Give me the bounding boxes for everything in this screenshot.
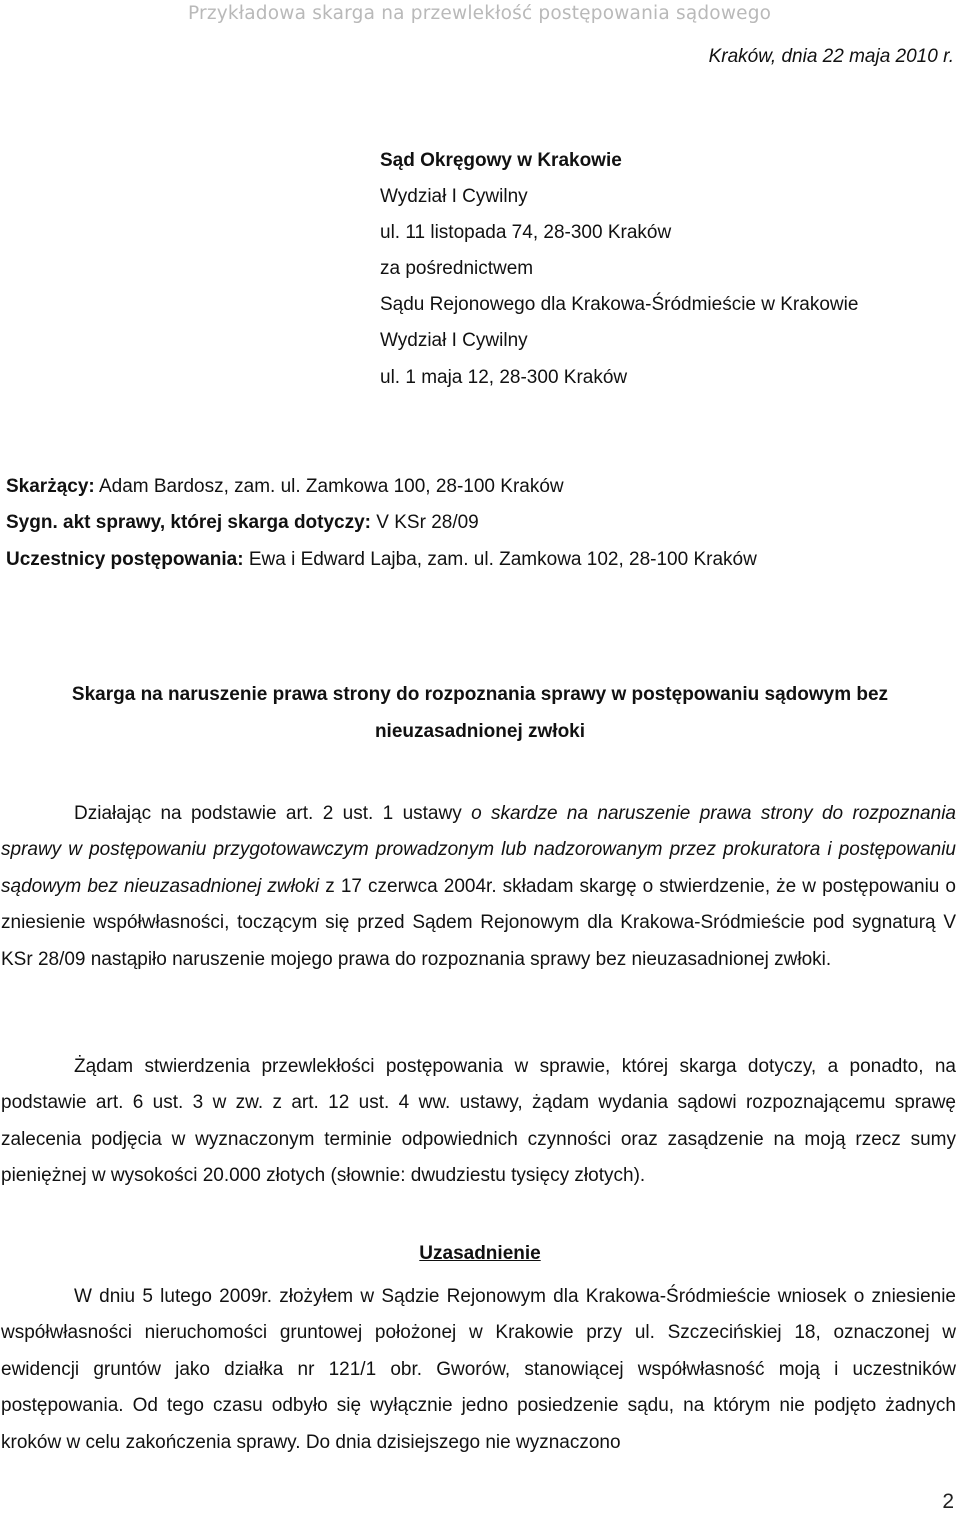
justification-text: W dniu 5 lutego 2009r. złożyłem w Sądzie Rejonowym dla Krakowa-Śródmieście wniosek o zniesienie współwłasności nieruchomości gruntowej położonej w Krakowie przy ul. Szczecińskiej 18, oznaczonej w ewidencji gruntów jako działka nr 121/1 obr. Gworów, stanowiącej współwłasność moją i uczestników postępowania. Od tego czasu odbyło się wyłącznie jedno posiedzenie sądu, na którym nie podjęto żadnych kroków w celu zakończenia sprawy. Do dnia dzisiejszego nie wyznaczono: [1, 1286, 956, 1453]
document-title-line-1: Skarga na naruszenie prawa strony do rozpoznania sprawy w postępowaniu sądowym bez: [71, 684, 889, 705]
address-line: ul. 11 listopada 74, 28-300 Kraków: [380, 222, 672, 244]
participants-line: [6, 542, 757, 578]
case-number-value: V KSr 28/09: [371, 512, 479, 534]
plaintiff-label: Skarżący:: [6, 476, 95, 497]
paragraph-demands: [1, 1049, 956, 1195]
page-header-title: Przykładowa skarga na przewlekłość postępowania sądowego: [188, 3, 772, 24]
court-name: Sąd Okręgowy w Krakowie: [380, 150, 622, 171]
address-line: Sądu Rejonowego dla Krakowa-Śródmieście w Krakowie: [380, 294, 859, 316]
addressee-block: [380, 143, 858, 396]
address-line: za pośrednictwem: [380, 258, 534, 280]
address-line: Wydział I Cywilny: [380, 186, 528, 208]
paragraph-rest: z 17 czerwca 2004r. składam skargę o stwierdzenie, że w postępowaniu o zniesienie współwłasności, toczącym się przed Sądem Rejonowym dla Krakowa-Sródmieście pod sygnaturą V KSr 28/09 nastąpiło naruszenie mojego prawa do rozpoznania sprawy bez nieuzasadnionej zwłoki.: [1, 875, 956, 970]
case-number-label: Sygn. akt sprawy, której skarga dotyczy:: [6, 512, 372, 534]
case-number-line: [6, 505, 757, 541]
justification-heading: Uzasadnienie: [419, 1243, 541, 1264]
document-title: [0, 676, 960, 750]
plaintiff-line: [6, 469, 757, 505]
paragraph-complaint-basis: [1, 796, 956, 978]
document-title-line-2: nieuzasadnionej zwłoki: [374, 721, 586, 742]
page-number: 2: [942, 1490, 954, 1513]
address-line: ul. 1 maja 12, 28-300 Kraków: [380, 366, 628, 388]
plaintiff-value: Adam Bardosz, zam. ul. Zamkowa 100, 28-100 Kraków: [94, 476, 564, 497]
parties-block: [6, 469, 757, 578]
demands-text: Żądam stwierdzenia przewlekłości postępowania w sprawie, której skarga dotyczy, a ponadto, na podstawie art. 6 ust. 3 w zw. z art. 12 ust. 4 ww. ustawy, żądam wydania sądowi rozpoznającemu sprawę zalecenia podjęcia w wyznaczonym terminie odpowiednich czynności oraz zasądzenie na moją rzecz sumy pieniężnej w wysokości 20.000 złotych (słownie: dwudziestu tysięcy złotych).: [1, 1056, 956, 1187]
paragraph-justification: [1, 1279, 956, 1461]
participants-value: Ewa i Edward Lajba, zam. ul. Zamkowa 102, 28-100 Kraków: [243, 548, 757, 570]
paragraph-intro: Działając na podstawie art. 2 ust. 1 ustawy: [74, 803, 472, 824]
act-name: o skardze na naruszenie prawa strony do rozpoznania sprawy w postępowaniu przygotowawczym prowadzonym lub nadzorowanym przez prokuratora i postępowaniu sądowym bez nieuzasadnionej zwłoki: [1, 803, 956, 897]
date-line: Kraków, dnia 22 maja 2010 r.: [708, 46, 954, 67]
address-line: Wydział I Cywilny: [380, 330, 528, 352]
participants-label: Uczestnicy postępowania:: [6, 548, 244, 570]
